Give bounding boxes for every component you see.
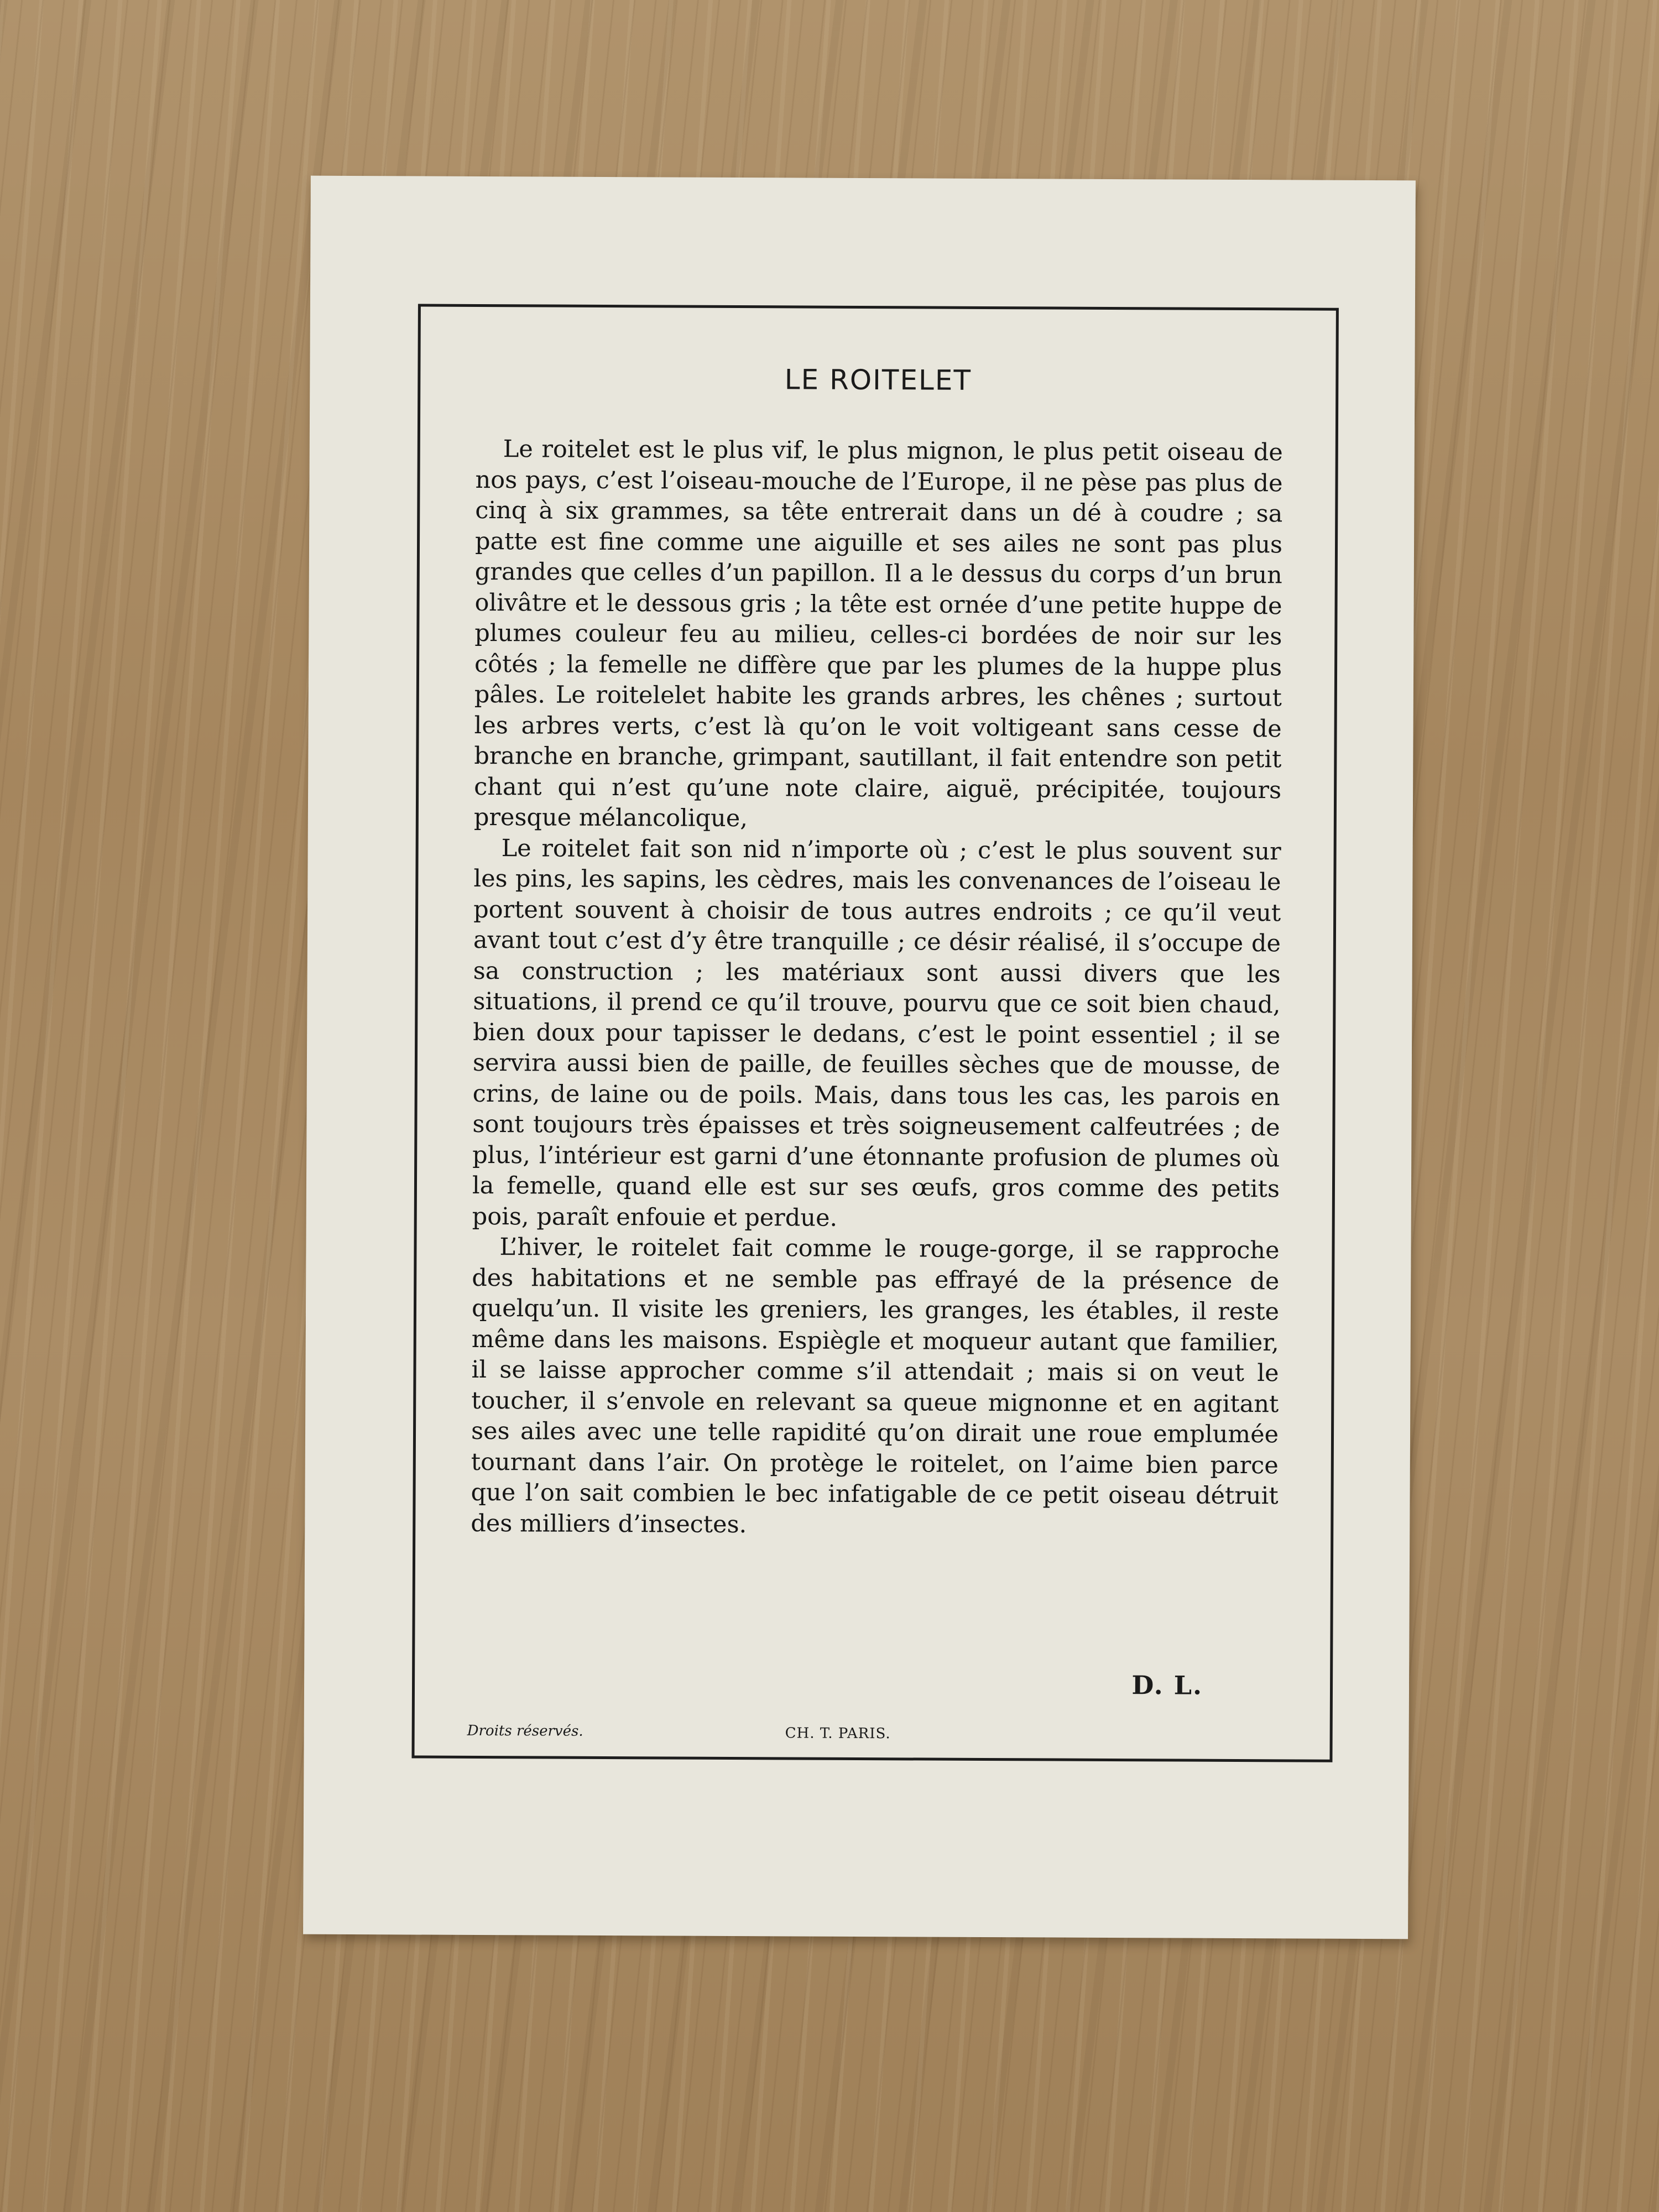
printer-mark: CH. T. PARIS. — [785, 1725, 891, 1743]
postcard — [303, 176, 1416, 1939]
paragraph-2: Le roitelet fait son nid n’importe où ; c’est le plus souvent sur les pins, les sapins, les cèdres, mais les convenances de l’oiseau le portent souvent à choisir de tous autres endroits ; ce qu’il veut avant tout c’est d’y être tranquille ; ce désir réalisé, il s’occupe de sa construction ; les matériaux sont aussi divers que les situations, il prend ce qu’il trouve, pourvu que ce soit bien chaud, bien doux pour tapisser le dedans, c’est le point essentiel ; il se servira aussi bien de paille, de feuilles sèches que de mousse, de crins, de laine ou de poils. Mais, dans tous les cas, les parois en sont toujours très épaisses et très soigneusement calfeutrées ; de plus, l’intérieur est garni d’une étonnante profusion de plumes où la femelle, quand elle est sur ses œufs, gros comme des petits pois, paraît enfouie et perdue. — [472, 834, 1281, 1232]
text-frame — [411, 304, 1338, 1762]
card-title: LE ROITELET — [784, 363, 972, 397]
paragraph-1: Le roitelet est le plus vif, le plus mignon, le plus petit oiseau de nos pays, c’est l’oiseau-mouche de l’Europe, il ne pèse pas plus de cinq à six grammes, sa tête entrerait dans un dé à coudre ; sa patte est fine comme une aiguille et ses ailes ne sont pas plus grandes que celles d’un papillon. Il a le dessus du corps d’un brun olivâtre et le dessous gris ; la tête est ornée d’une petite huppe de plumes couleur feu au milieu, celles-ci bordées de noir sur les côtés ; la femelle ne diffère que par les plumes de la huppe plus pâles. Le roitelelet habite les grands arbres, les chênes ; surtout les arbres verts, c’est là qu’on le voit voltigeant sans cesse de branche en branche, grimpant, sautillant, il fait entendre son petit chant qui n’est qu’une note claire, aiguë, précipitée, toujours presque mélancolique, — [473, 435, 1283, 833]
author-signature: D. L. — [1131, 1670, 1203, 1700]
rights-notice: Droits réservés. — [467, 1722, 583, 1740]
card-body — [471, 434, 1283, 1542]
paragraph-3: L’hiver, le roitelet fait comme le rouge-gorge, il se rapproche des habitations et ne semble pas effrayé de la présence de quelqu’un. Il visite les greniers, les granges, les étables, il reste même dans les maisons. Espiègle et moqueur autant que familier, il se laisse approcher comme s’il attendait ; mais si on veut le toucher, il s’envole en relevant sa queue mignonne et en agitant ses ailes avec une telle rapidité qu’on dirait une roue emplumée tournant dans l’air. On protège le roitelet, on l’aime bien parce que l’on sait combien le bec infatigable de ce petit oiseau détruit des milliers d’insectes. — [471, 1233, 1280, 1538]
